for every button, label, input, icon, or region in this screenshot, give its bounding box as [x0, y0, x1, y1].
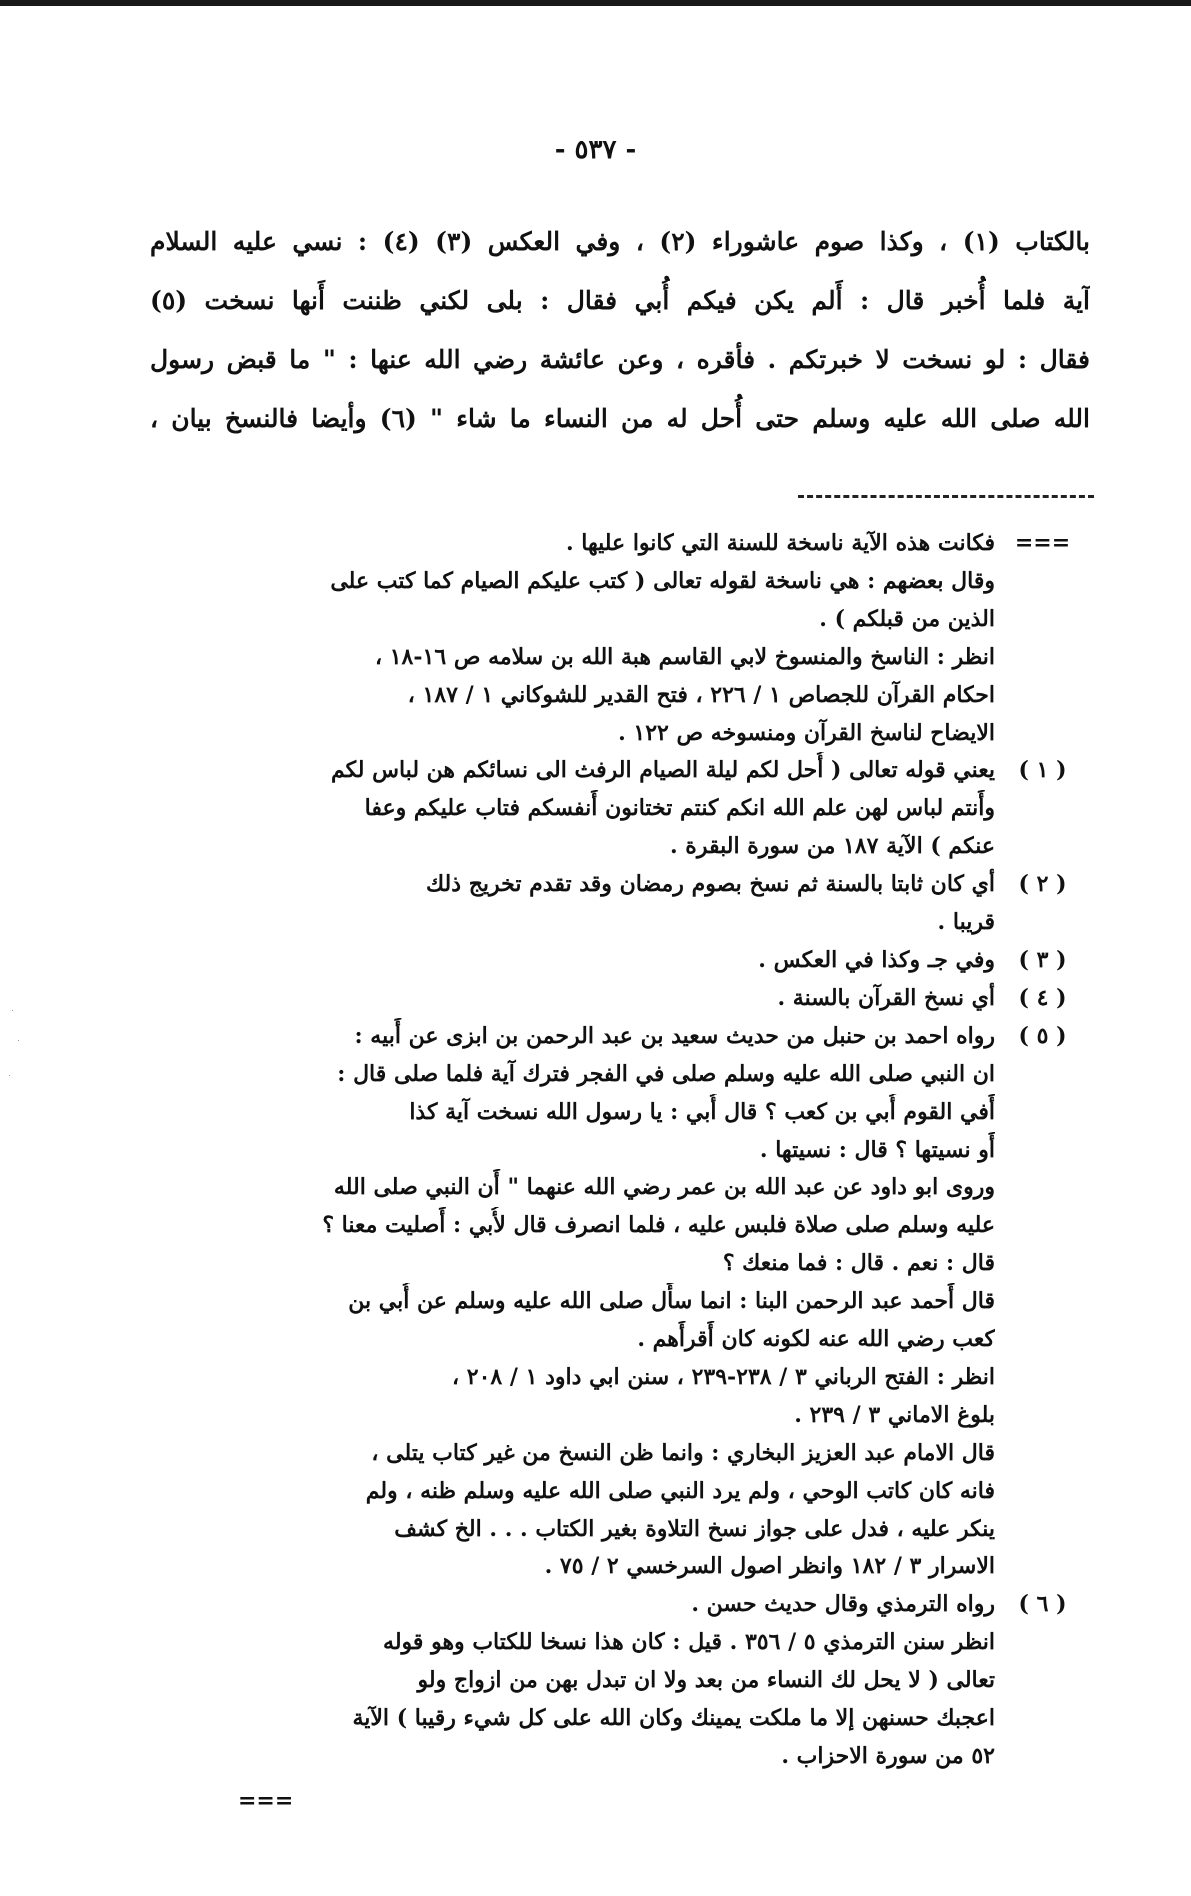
footnote-line: قال : نعم . قال : فما منعك ؟ — [722, 1250, 995, 1277]
footnote-line: ان النبي صلى الله عليه وسلم صلى في الفجر فترك آية فلما صلى قال : — [337, 1060, 995, 1087]
footnote-marker: ( ٢ ) — [1018, 871, 1067, 898]
footnote-continuation — [180, 525, 1090, 752]
footnote-line: احكام القرآن للجصاص ١ / ٢٢٦ ، فتح القدير للشوكاني ١ / ١٨٧ ، — [407, 681, 995, 708]
scan-speck — [18, 1040, 19, 1041]
footnote-line: الذين من قبلكم ) . — [819, 605, 995, 632]
main-line: بالكتاب (١) ، وكذا صوم عاشوراء (٢) ، وفي العكس (٣) (٤) : نسي عليه السلام — [150, 227, 1090, 256]
footnote-4 — [180, 980, 1090, 1018]
footnote-3 — [180, 942, 1090, 980]
end-marker: === — [238, 1788, 294, 1814]
footnote-5 — [180, 1018, 1090, 1587]
footnote-line: اعجبك حسنهن إلا ما ملكت يمينك وكان الله على كل شيء رقيبا ) الآية — [352, 1705, 995, 1732]
footnotes-block — [180, 525, 1090, 1776]
footnote-line: يعني قوله تعالى ( أُحل لكم ليلة الصيام الرفث الى نسائكم هن لباس لكم — [330, 757, 995, 784]
footnote-marker: ( ٥ ) — [1018, 1022, 1067, 1049]
footnote-line: ينكر عليه ، فدل على جواز نسخ التلاوة بغير الكتاب . . . الخ كشف — [394, 1515, 995, 1542]
scan-speck — [9, 1075, 10, 1076]
footnote-line: قال الامام عبد العزيز البخاري : وانما ظن النسخ من غير كتاب يتلى ، — [371, 1439, 995, 1466]
footnote-marker: ( ٣ ) — [1018, 946, 1067, 973]
footnote-line: قريبا . — [937, 909, 995, 936]
main-line: آية فلما أُخبر قال : أَلم يكن فيكم أُبي فقال : بلى لكني ظننت أَنها نسخت (٥) — [150, 286, 1090, 315]
footnote-body — [180, 1586, 995, 1776]
top-scan-border — [0, 0, 1191, 6]
footnote-marker: === — [1014, 530, 1071, 556]
footnote-1 — [180, 752, 1090, 866]
footnote-line: وروى ابو داود عن عبد الله بن عمر رضي الله عنهما " أَن النبي صلى الله — [333, 1174, 995, 1201]
footnote-body — [180, 1018, 995, 1587]
footnote-2 — [180, 866, 1090, 942]
footnote-line: انظر : الفتح الرباني ٣ / ٢٣٨-٢٣٩ ، سنن ابي داود ١ / ٢٠٨ ، — [452, 1363, 995, 1390]
footnote-body — [180, 525, 995, 752]
footnote-line: بلوغ الاماني ٣ / ٢٣٩ . — [794, 1401, 995, 1428]
main-text-block — [150, 212, 1090, 448]
footnote-line: أي كان ثابتا بالسنة ثم نسخ بصوم رمضان وقد تقدم تخريج ذلك — [426, 871, 995, 898]
footnote-line: انظر سنن الترمذي ٥ / ٣٥٦ . قيل : كان هذا نسخا للكتاب وهو قوله — [383, 1629, 995, 1656]
footnote-line: رواه الترمذي وقال حديث حسن . — [691, 1591, 995, 1618]
footnote-line: أَو نسيتها ؟ قال : نسيتها . — [759, 1136, 995, 1163]
footnote-line: أَفي القوم أُبي بن كعب ؟ قال أُبي : يا رسول الله نسخت آية كذا — [409, 1098, 995, 1125]
footnote-line: قال أَحمد عبد الرحمن البنا : انما سأَل صلى الله عليه وسلم عن أُبي بن — [348, 1288, 995, 1315]
footnote-body — [180, 752, 995, 866]
footnote-line: ٥٢ من سورة الاحزاب . — [781, 1743, 995, 1769]
footnote-line: عنكم ) الآية ١٨٧ من سورة البقرة . — [669, 833, 995, 860]
footnote-line: عليه وسلم صلى صلاة فلبس عليه ، فلما انصرف قال لأُبي : أَصليت معنا ؟ — [322, 1212, 995, 1239]
main-line: فقال : لو نسخت لا خبرتكم . فأقره ، وعن عائشة رضي الله عنها : " ما قبض رسول — [150, 345, 1090, 374]
footnote-line: وفي جـ وكذا في العكس . — [758, 946, 995, 973]
footnote-line: الاسرار ٣ / ١٨٢ وانظر اصول السرخسي ٢ / ٧٥ . — [544, 1553, 995, 1580]
footnote-line: تعالى ( لا يحل لك النساء من بعد ولا ان تبدل بهن من ازواج ولو — [417, 1667, 995, 1694]
footnote-line: رواه احمد بن حنبل من حديث سعيد بن عبد الرحمن بن ابزى عن أَبيه : — [354, 1022, 995, 1049]
footnote-line: فانه كان كاتب الوحي ، ولم يرد النبي صلى الله عليه وسلم ظنه ، ولم — [365, 1477, 995, 1504]
footnote-line: أي نسخ القرآن بالسنة . — [777, 984, 995, 1011]
page-number: - ٥٣٧ - — [554, 135, 637, 165]
footnote-separator — [798, 495, 1094, 498]
footnote-body — [180, 980, 995, 1018]
footnote-marker: ( ٤ ) — [1018, 984, 1067, 1011]
footnote-line: الايضاح لناسخ القرآن ومنسوخه ص ١٢٢ . — [618, 719, 995, 746]
footnote-6 — [180, 1586, 1090, 1776]
footnote-line: فكانت هذه الآية ناسخة للسنة التي كانوا عليها . — [565, 530, 995, 556]
main-line: الله صلى الله عليه وسلم حتى أُحل له من النساء ما شاء " (٦) وأيضا فالنسخ بيان ، — [150, 404, 1090, 433]
footnote-marker: ( ٦ ) — [1018, 1591, 1067, 1618]
footnote-body — [180, 942, 995, 980]
footnote-line: وأَنتم لباس لهن علم الله انكم كنتم تختانون أَنفسكم فتاب عليكم وعفا — [364, 795, 995, 822]
footnote-body — [180, 866, 995, 942]
footnote-line: وقال بعضهم : هي ناسخة لقوله تعالى ( كتب عليكم الصيام كما كتب على — [330, 567, 995, 594]
scan-speck — [12, 1010, 13, 1011]
footnote-line: انظر : الناسخ والمنسوخ لابي القاسم هبة الله بن سلامه ص ١٦-١٨ ، — [374, 643, 995, 670]
footnote-line: كعب رضي الله عنه لكونه كان أَقرأَهم . — [637, 1326, 995, 1353]
footnote-marker: ( ١ ) — [1018, 757, 1067, 784]
